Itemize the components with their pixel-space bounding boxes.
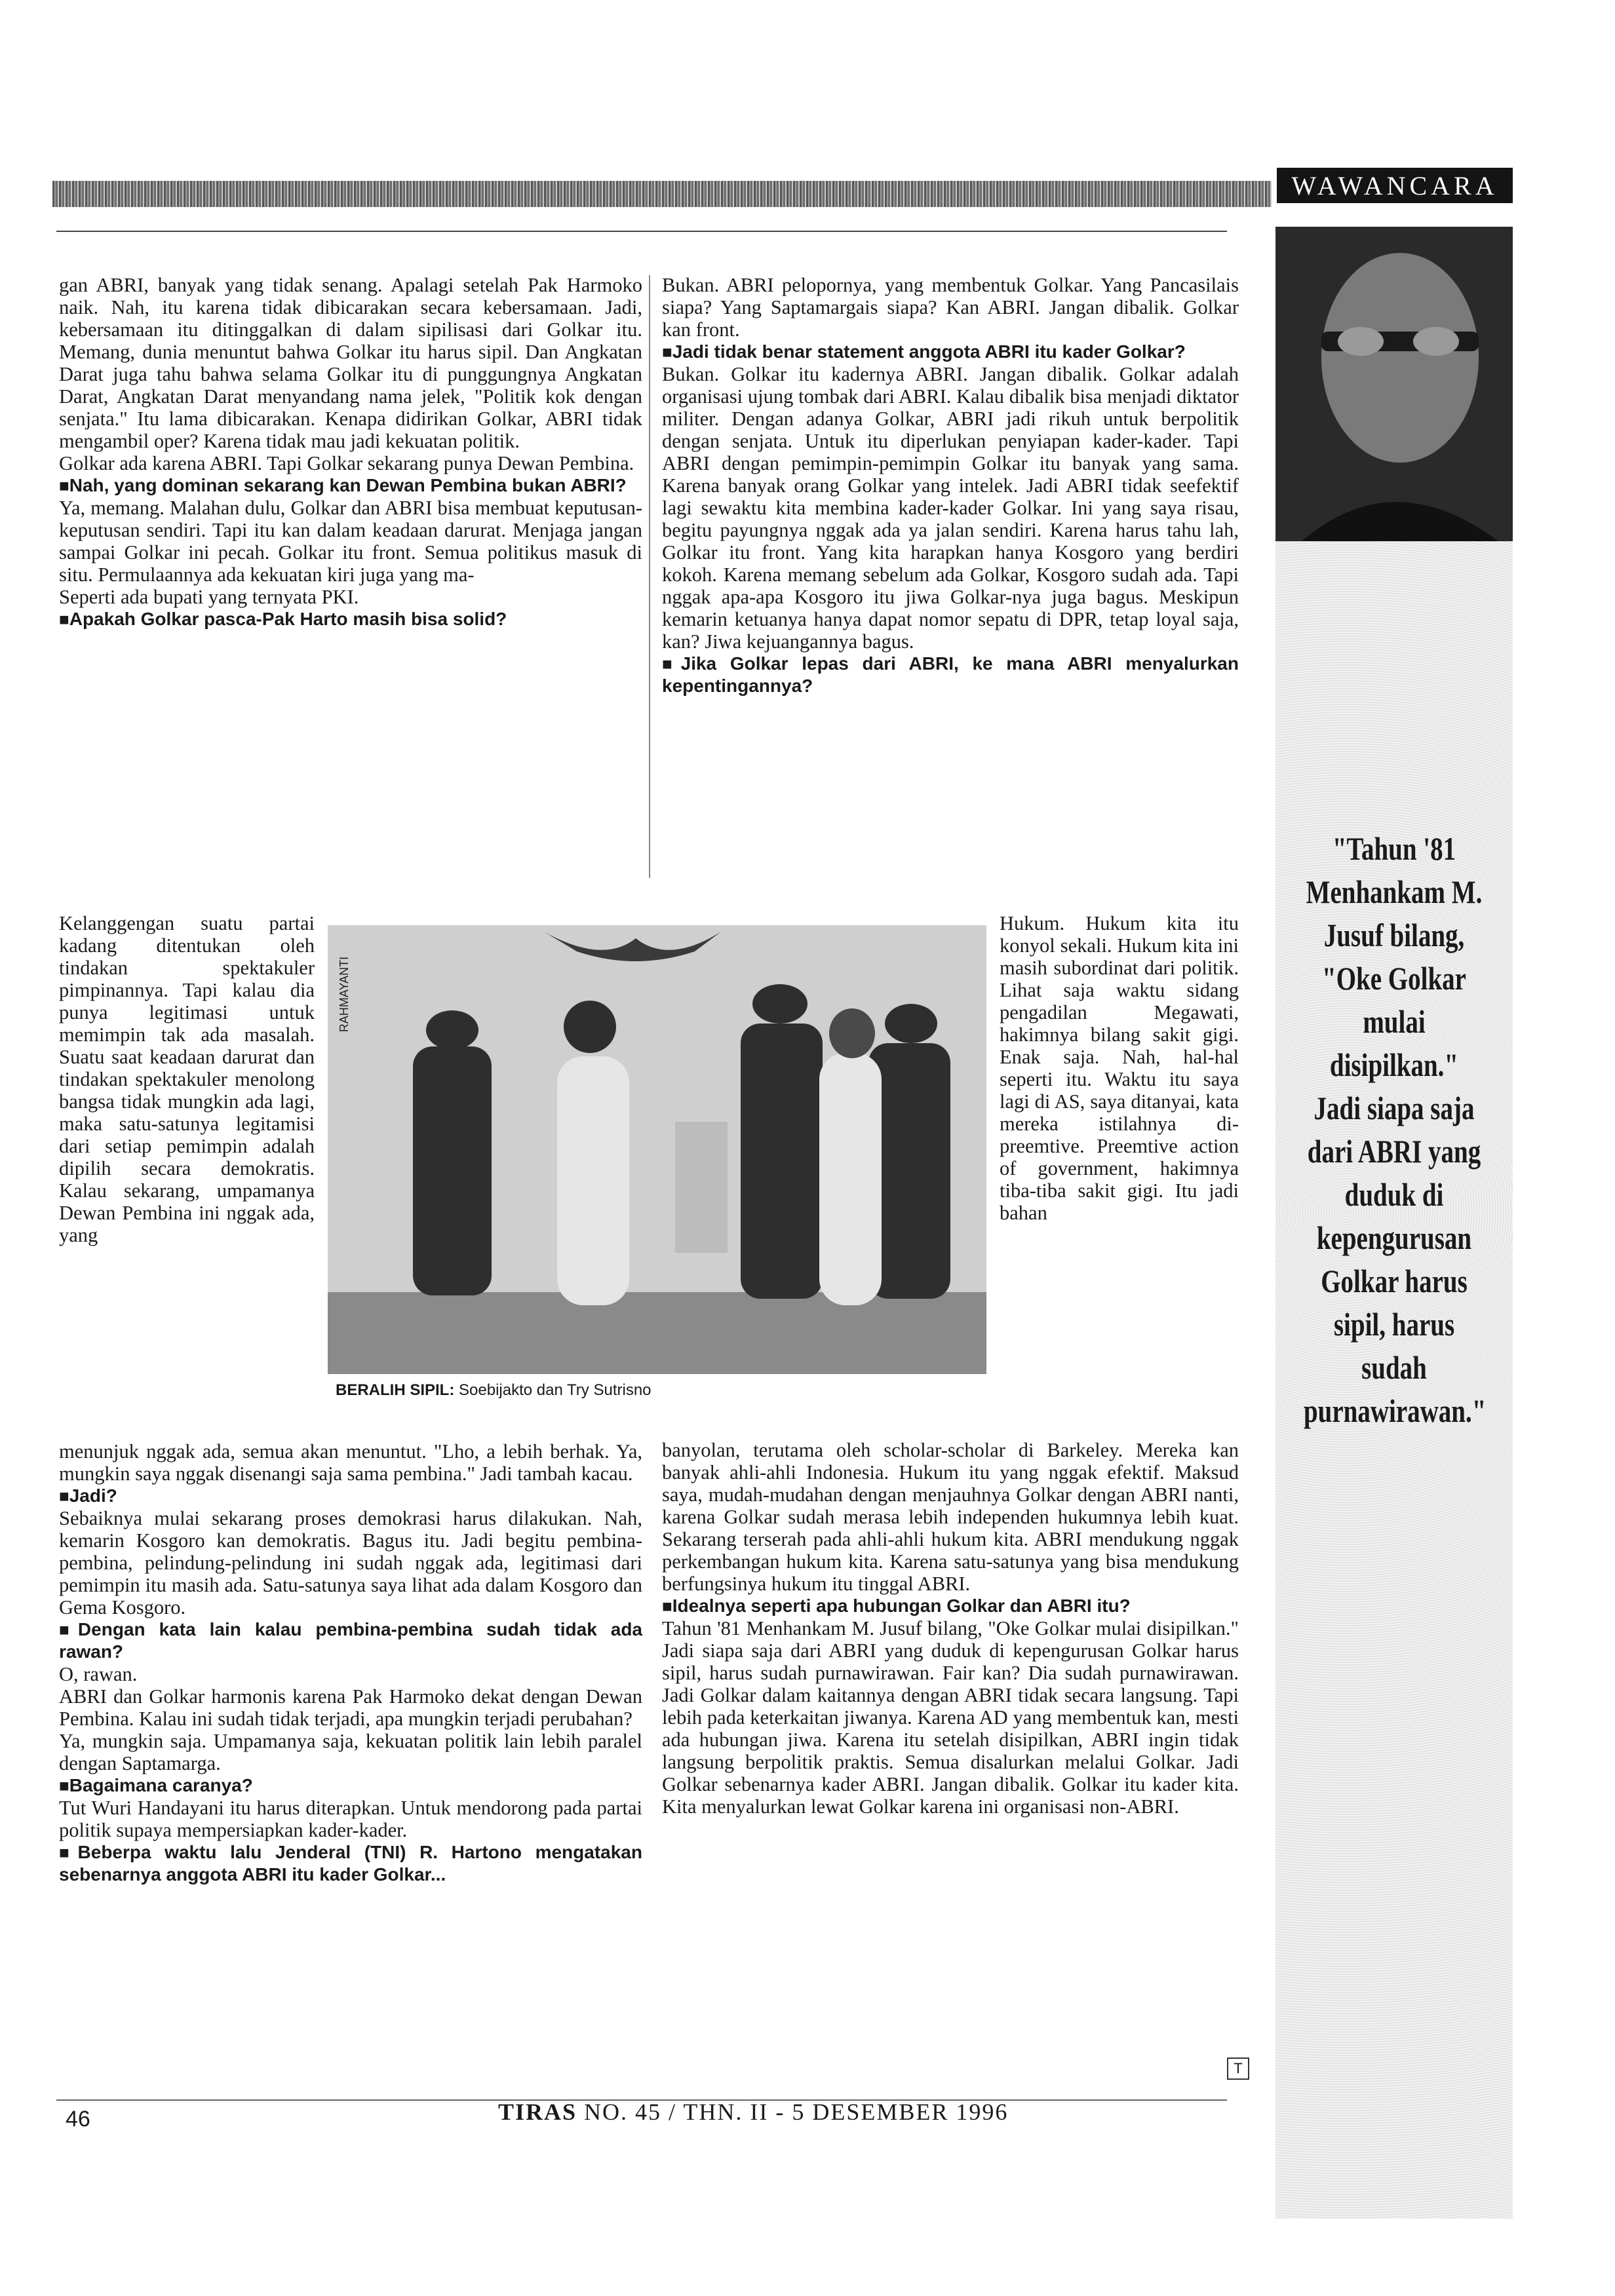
- wrap-text-right-paragraph: Hukum. Hukum kita itu konyol sekali. Hukum kita ini masih subordinat dari politik. Lihat saja waktu sidang pengadilan Megawati, hakimnya bilang sakit gigi. Enak saja. Nah, hal-hal seperti itu. Waktu itu saya lagi di AS, saya ditanyai, kata mereka istilahnya di-preemtive. Preemtive action of government, hakimnya tiba-tiba sakit gigi. Itu jadi bahan: [1000, 912, 1239, 1224]
- interview-answer: Sebaiknya mulai sekarang proses demokrasi harus dilakukan. Nah, kemarin Kosgoro kan demokratis. Bagus itu. Jadi begitu pembina-pembina, pelindung-pelindung ini sudah nggak ada, legitimasi dari pemimpin itu masih ada. Satu-satunya saya lihat ada dalam Kosgoro dan Gema Kosgoro.: [59, 1507, 642, 1618]
- interview-question: ■ Jadi tidak benar statement anggota ABRI itu kader Golkar?: [662, 341, 1239, 363]
- photo-caption: [336, 1381, 978, 1400]
- wrap-text-right: [1000, 912, 1239, 1224]
- interview-question: ■ Idealnya seperti apa hubungan Golkar dan ABRI itu?: [662, 1595, 1239, 1617]
- wrap-text-left-paragraph: Kelanggengan suatu partai kadang ditentukan oleh tindakan spektakuler pimpinannya. Tapi kalau dia punya legitimasi untuk memimpin tak ada masalah. Suatu saat keadaan darurat dan tindakan spektakuler menolong bangsa tidak mungkin ada lagi, maka satu-satunya legitamisi dari setiap pemimpin adalah dipilih secara demokratis. Kalau sekarang, umpamanya Dewan Pembina ini nggak ada, yang: [59, 912, 315, 1246]
- interview-answer: Ya, memang. Malahan dulu, Golkar dan ABRI bisa membuat keputusan-keputusan sendiri. Tapi itu kan dalam keadaan darurat. Menjaga jangan sampai Golkar ini pecah. Golkar itu front. Semua politikus masuk di situ. Permulaannya ada kekuatan kiri juga yang ma-: [59, 497, 642, 586]
- interview-question: ■ Jadi?: [59, 1485, 642, 1507]
- interview-answer: ABRI dan Golkar harmonis karena Pak Harmoko dekat dengan Dewan Pembina. Kalau ini sudah tidak terjadi, apa mungkin terjadi perubahan?: [59, 1685, 642, 1730]
- interview-answer: Tahun '81 Menhankam M. Jusuf bilang, "Oke Golkar mulai disipilkan." Jadi siapa saja dari ABRI yang duduk di kepengurusan Golkar harus sipil, harus sudah purnawirawan. Fair kan? Dia sudah purnawirawan. Jadi Golkar dalam kaitannya dengan ABRI tidak secara langsung. Tapi lebih pada keterkaitan jiwanya. Karena AD yang membentuk kan, mesti ada hubungan jiwa. Karena itu setelah disipilkan, ABRI ingin tidak langsung berpolitik praktis. Semua disalurkan melalui Golkar. Jadi Golkar sebenarnya kader ABRI. Jangan dibalik. Golkar itu kader kita. Kita menyalurkan lewat Golkar karena ini organisasi non-ABRI.: [662, 1617, 1239, 1818]
- pull-quote: "Tahun '81 Menhankam M. Jusuf bilang, "Oke Golkar mulai disipilkan." Jadi siapa saja dari ABRI yang duduk di kepengurusan Golkar harus sipil, harus sudah purnawirawan.": [1303, 830, 1487, 1429]
- interview-answer: Tut Wuri Handayani itu harus diterapkan. Untuk mendorong pada partai politik supaya mempersiapkan kader-kader.: [59, 1797, 642, 1841]
- news-photo: [328, 925, 986, 1374]
- interview-answer: menunjuk nggak ada, semua akan menuntut. "Lho, a lebih berhak. Ya, mungkin saya nggak disenangi saja sama pembina." Jadi tambah kacau.: [59, 1440, 642, 1485]
- interview-question: ■ Apakah Golkar pasca-Pak Harto masih bisa solid?: [59, 608, 642, 630]
- photo-caption-text: Soebijakto dan Try Sutrisno: [454, 1381, 652, 1399]
- section-label: WAWANCARA: [1277, 168, 1513, 203]
- photo-caption-lead: BERALIH SIPIL:: [336, 1381, 455, 1399]
- column-divider: [649, 275, 650, 878]
- interview-answer: Bukan. Golkar itu kadernya ABRI. Jangan dibalik. Golkar adalah organisasi ujung tombak dari ABRI. Kalau dibalik bisa menjadi diktator militer. Dengan adanya Golkar, ABRI jadi rikuh untuk berpolitik dengan senjata. Untuk itu diperlukan penyiapan kader-kader. Tapi ABRI dengan pemimpin-pemimpin Golkar itu banyak yang sama. Karena banyak orang Golkar yang intelek. Jadi ABRI tidak seefektif lagi sewaktu kita membina kader-kader Golkar. Ini yang saya risau, begitu payungnya nggak ada ya jalan sendiri. Karena harus tahu lah, Golkar itu front. Yang kita harapkan hanya Kosgoro yang berdiri kokoh. Karena memang sebelum ada Golkar, Kosgoro sudah ada. Tapi nggak apa-apa Kosgoro itu jiwa Golkar-nya juga bagus. Meskipun kemarin ketuanya hanya dapat nomor sepatu di DPR, tetap loyal saja, kan? Jiwa kejuangannya bagus.: [662, 363, 1239, 653]
- end-of-article-mark: T: [1227, 2057, 1249, 2080]
- interview-question: ■ Jika Golkar lepas dari ABRI, ke mana ABRI menyalurkan kepentingannya?: [662, 653, 1239, 697]
- interview-question: ■ Dengan kata lain kalau pembina-pembina sudah tidak ada rawan?: [59, 1618, 642, 1663]
- middle-column-continued: [662, 1439, 1239, 1818]
- magazine-name: TIRAS: [498, 2099, 577, 2125]
- top-rule: [56, 231, 1227, 232]
- portrait-photo: [1275, 227, 1513, 541]
- interview-answer: Seperti ada bupati yang ternyata PKI.: [59, 586, 359, 608]
- left-column: [59, 274, 642, 630]
- interview-answer: gan ABRI, banyak yang tidak senang. Apalagi setelah Pak Harmoko naik. Nah, itu karena tidak dibicarakan secara kebersamaan. Jadi, kebersamaan itu ditinggalkan di dalam sipilisasi dari Golkar itu. Memang, dunia menuntut bahwa Golkar itu harus sipil. Dan Angkatan Darat juga tahu bahwa selama Golkar itu di punggungnya Angkatan Darat, Angkatan Darat menyandang nama jelek, "Politik kok dengan senjata." Itu lama dibicarakan. Kenapa didirikan Golkar, ABRI tidak mengambil oper? Karena tidak mau jadi kekuatan politik.: [59, 274, 642, 452]
- issue-info: NO. 45 / THN. II - 5 DESEMBER 1996: [577, 2099, 1009, 2125]
- portrait-illustration: [1275, 227, 1513, 541]
- interview-answer: Bukan. ABRI pelopornya, yang membentuk Golkar. Yang Pancasilais siapa? Yang Saptamargais siapa? Kan ABRI. Jangan dibalik. Golkar kan front.: [662, 274, 1239, 341]
- magazine-footer: [498, 2098, 1008, 2126]
- photo-illustration: [328, 925, 986, 1374]
- wrap-text-left: [59, 912, 315, 1246]
- interview-question: ■ Bagaimana caranya?: [59, 1774, 642, 1797]
- interview-answer: Ya, mungkin saja. Umpamanya saja, kekuatan politik lain lebih paralel dengan Saptamarga.: [59, 1730, 642, 1774]
- photo-credit: RAHMAYANTI: [338, 956, 351, 1033]
- interview-answer: Golkar ada karena ABRI. Tapi Golkar sekarang punya Dewan Pembina.: [59, 452, 634, 474]
- interview-question: ■ Beberpa waktu lalu Jenderal (TNI) R. Hartono mengatakan sebenarnya anggota ABRI itu kader Golkar...: [59, 1841, 642, 1886]
- left-column-continued: [59, 1440, 642, 1886]
- middle-column: [662, 274, 1239, 697]
- interview-answer: banyolan, terutama oleh scholar-scholar di Barkeley. Mereka kan banyak ahli-ahli Indonesia. Hukum itu yang nggak efektif. Maksud saya, mudah-mudahan dengan menjauhnya Golkar dengan ABRI nanti, karena Golkar sudah merasa lebih independen hukumnya lebih kuat. Sekarang terserah pada ahli-ahli hukum kita. ABRI mendukung nggak perkembangan hukum kita. Karena satu-satunya yang bisa mendukung berfungsinya hukum itu tinggal ABRI.: [662, 1439, 1239, 1595]
- interview-answer: O, rawan.: [59, 1663, 138, 1685]
- interview-question: ■ Nah, yang dominan sekarang kan Dewan Pembina bukan ABRI?: [59, 474, 642, 497]
- header-texture-bar: [52, 181, 1272, 207]
- page-number: 46: [66, 2107, 90, 2132]
